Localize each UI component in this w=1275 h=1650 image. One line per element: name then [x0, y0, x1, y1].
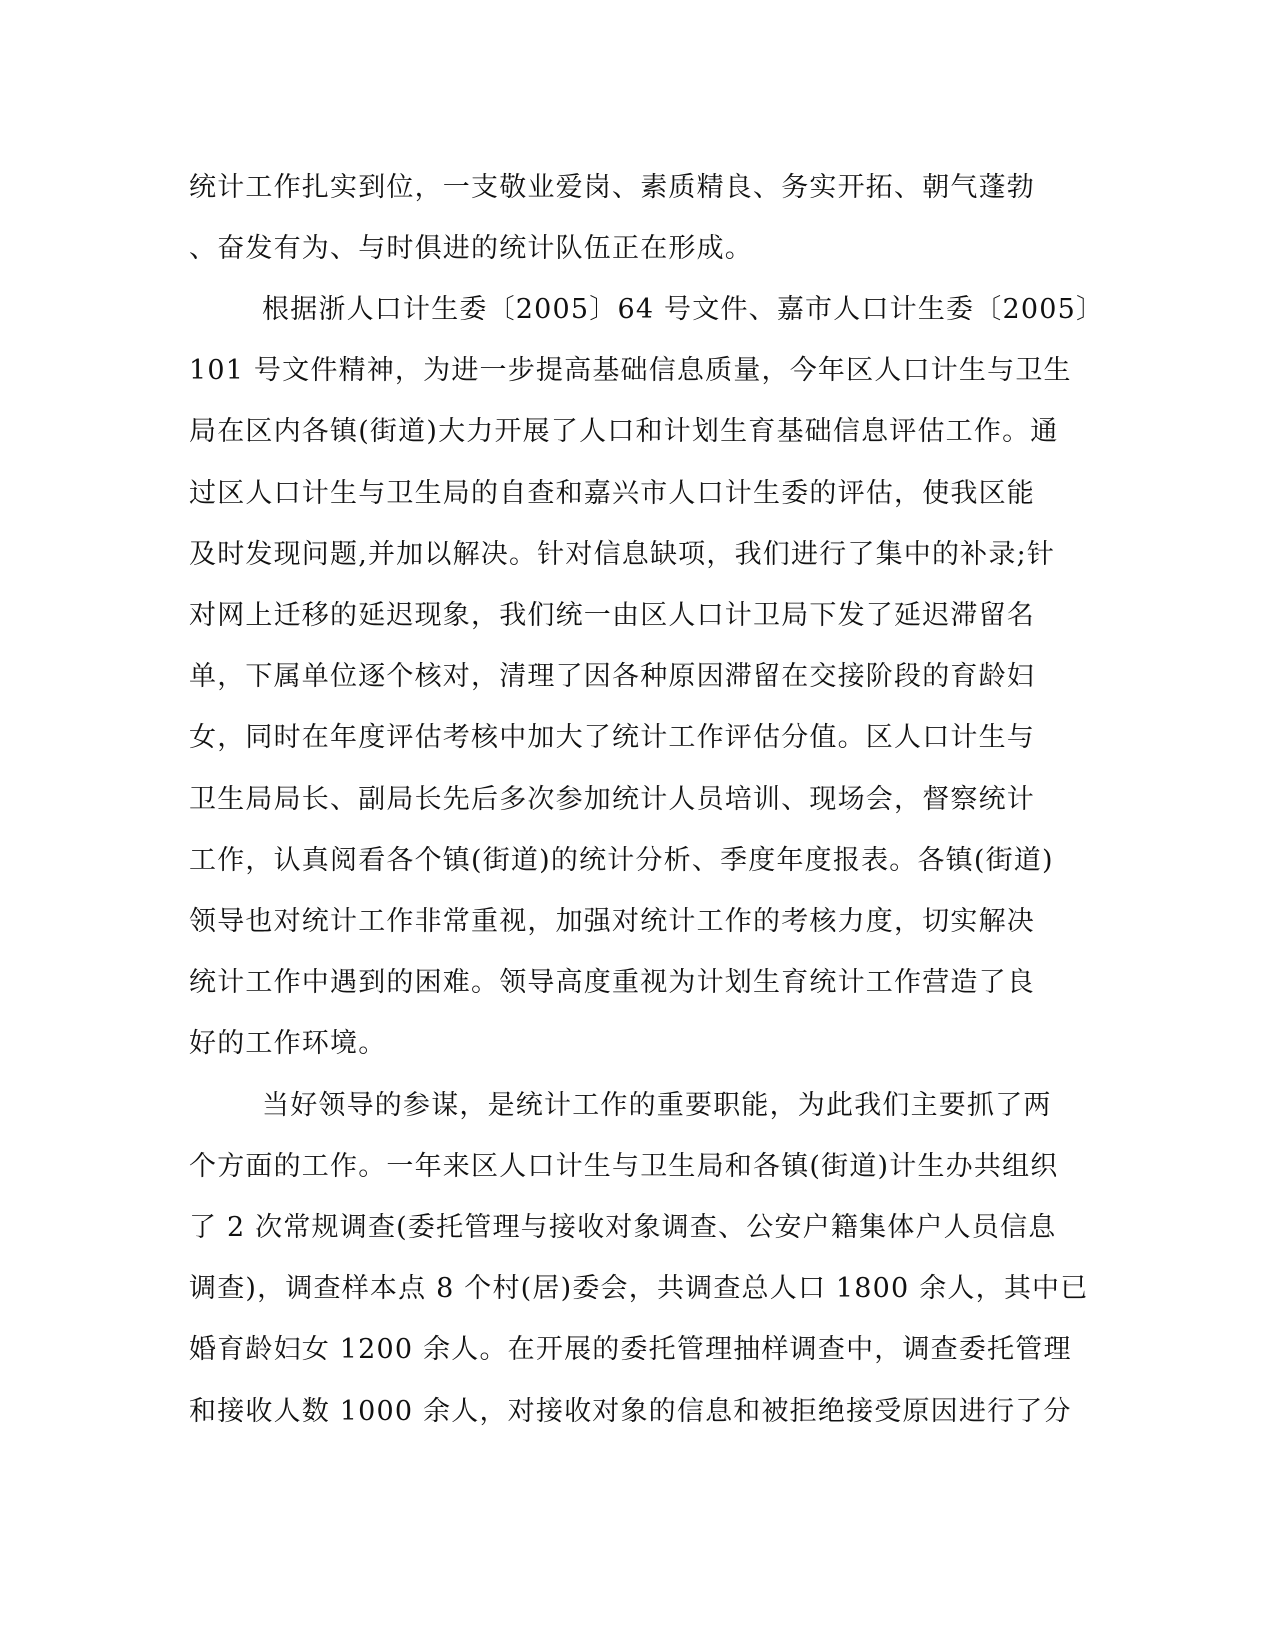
- text-line: 统计工作中遇到的困难。领导高度重视为计划生育统计工作营造了良: [189, 967, 1035, 998]
- text-line: 对网上迁移的延迟现象，我们统一由区人口计卫局下发了延迟滞留名: [189, 600, 1035, 631]
- text-line: 婚育龄妇女 1200 余人。在开展的委托管理抽样调查中，调查委托管理: [189, 1334, 1072, 1365]
- text-line: 女，同时在年度评估考核中加大了统计工作评估分值。区人口计生与: [189, 722, 1035, 753]
- text-line: 调查)，调查样本点 8 个村(居)委会，共调查总人口 1800 余人，其中已: [189, 1273, 1089, 1304]
- paragraph-start-line: 根据浙人口计生委〔2005〕64 号文件、嘉市人口计生委〔2005〕: [262, 294, 1105, 325]
- text-line: 领导也对统计工作非常重视，加强对统计工作的考核力度，切实解决: [189, 906, 1035, 937]
- paragraph-start-line: 当好领导的参谋，是统计工作的重要职能，为此我们主要抓了两: [262, 1090, 1052, 1121]
- text-line: 和接收人数 1000 余人，对接收对象的信息和被拒绝接受原因进行了分: [189, 1396, 1072, 1427]
- text-line: 101 号文件精神，为进一步提高基础信息质量，今年区人口计生与卫生: [189, 355, 1072, 386]
- text-line: 单，下属单位逐个核对，清理了因各种原因滞留在交接阶段的育龄妇: [189, 661, 1035, 692]
- text-line: 及时发现问题,并加以解决。针对信息缺项，我们进行了集中的补录;针: [189, 539, 1056, 570]
- text-line: 工作，认真阅看各个镇(街道)的统计分析、季度年度报表。各镇(街道): [189, 845, 1054, 876]
- text-line: 了 2 次常规调查(委托管理与接收对象调查、公安户籍集体户人员信息: [189, 1212, 1057, 1243]
- text-line: 卫生局局长、副局长先后多次参加统计人员培训、现场会，督察统计: [189, 784, 1035, 815]
- text-line: 过区人口计生与卫生局的自查和嘉兴市人口计生委的评估，使我区能: [189, 478, 1035, 509]
- text-line: 、奋发有为、与时俱进的统计队伍正在形成。: [189, 233, 753, 264]
- text-line: 局在区内各镇(街道)大力开展了人口和计划生育基础信息评估工作。通: [189, 416, 1059, 447]
- text-line: 好的工作环境。: [189, 1028, 387, 1059]
- text-line: 统计工作扎实到位，一支敬业爱岗、素质精良、务实开拓、朝气蓬勃: [189, 172, 1035, 203]
- text-line: 个方面的工作。一年来区人口计生与卫生局和各镇(街道)计生办共组织: [189, 1151, 1059, 1182]
